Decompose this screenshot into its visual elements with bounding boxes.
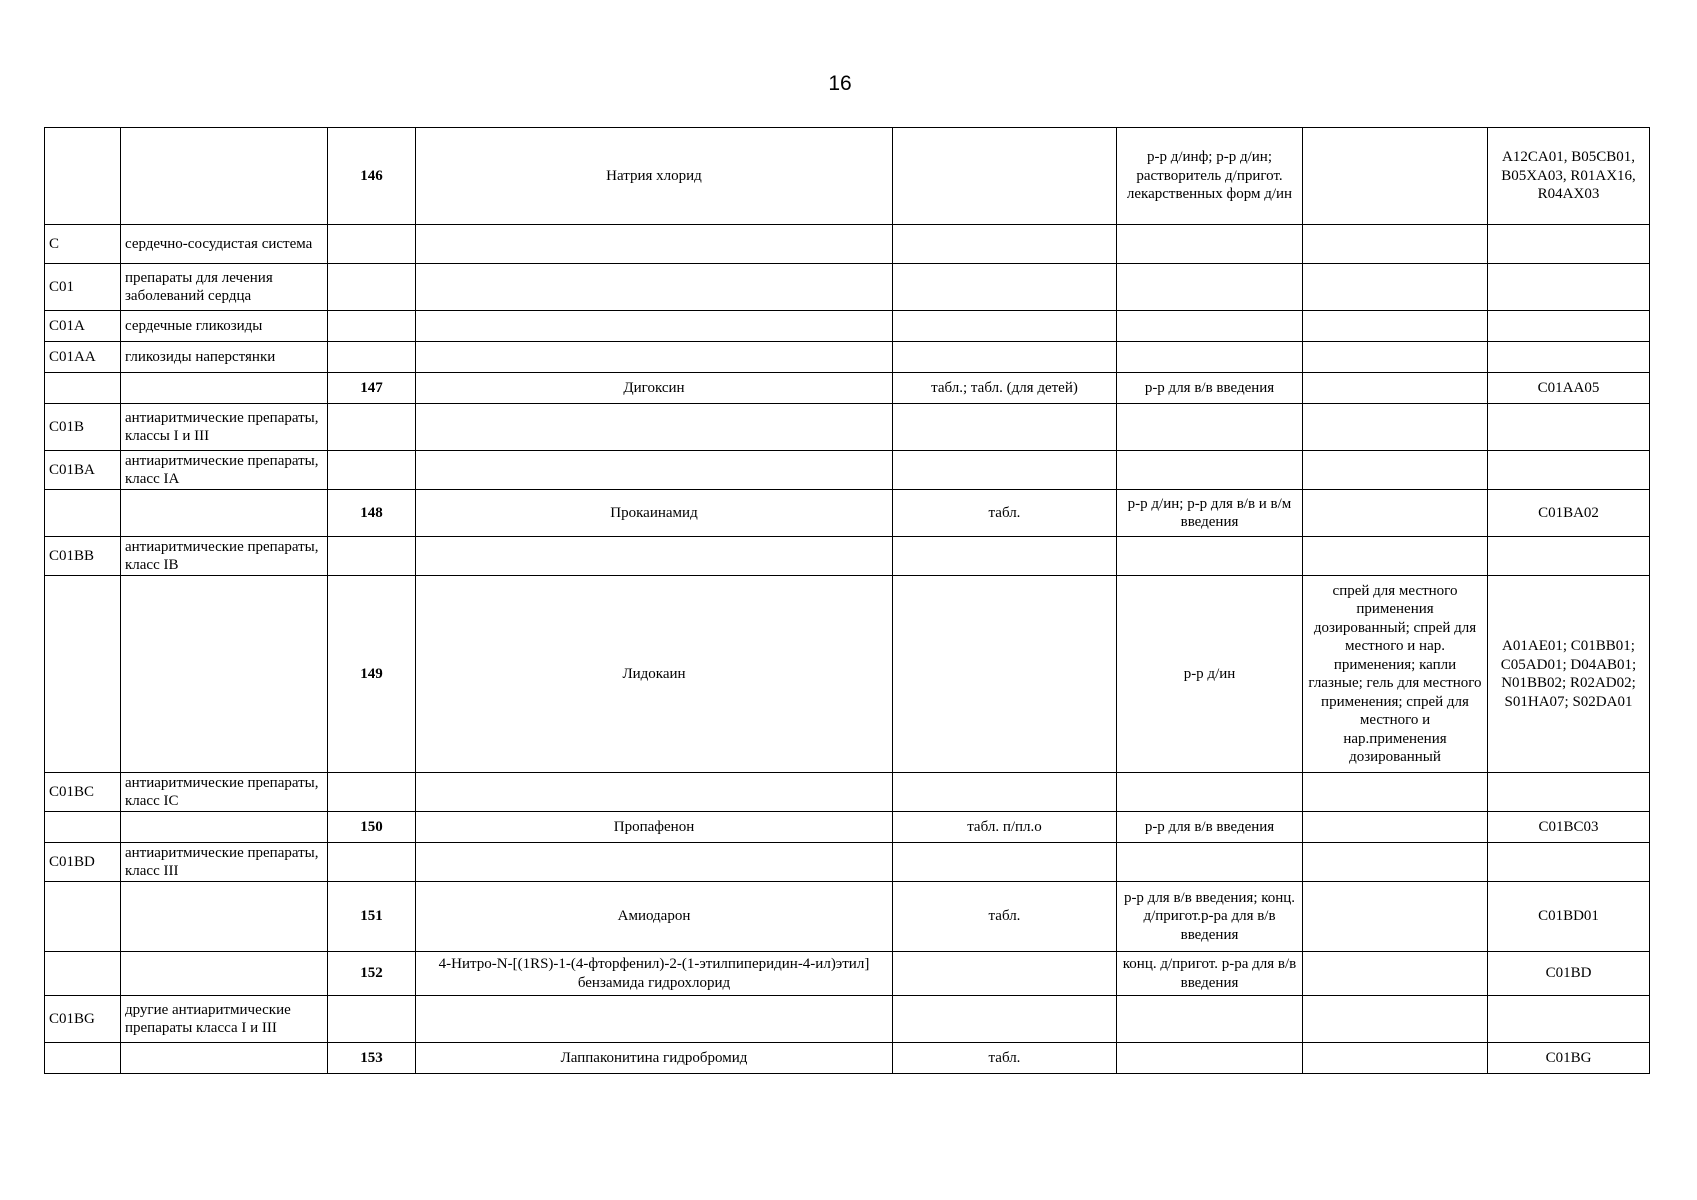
cell-item-number: [328, 537, 416, 576]
cell-atc-group-code: [45, 128, 121, 225]
cell-atc-group-code: C01: [45, 264, 121, 311]
cell-dosage-form-injection: [1117, 311, 1303, 342]
cell-drug-name: [416, 264, 893, 311]
cell-dosage-form-injection: [1117, 225, 1303, 264]
cell-dosage-form-topical: [1303, 773, 1488, 812]
table-row: [45, 311, 1650, 342]
cell-dosage-form-injection: [1117, 996, 1303, 1043]
cell-dosage-form: [893, 311, 1117, 342]
cell-atc-group-code: [45, 952, 121, 996]
cell-drug-name: 4-Нитро-N-[(1RS)-1-(4-фторфенил)-2-(1-этилпиперидин-4-ил)этил] бензамида гидрохлорид: [416, 952, 893, 996]
cell-item-number: [328, 225, 416, 264]
table-row: [45, 537, 1650, 576]
cell-drug-name: [416, 996, 893, 1043]
cell-dosage-form-injection: [1117, 451, 1303, 490]
cell-atc-code: C01BG: [1488, 1043, 1650, 1074]
drug-table: [44, 127, 1650, 1074]
cell-group-name: другие антиаритмические препараты класса I и III: [121, 996, 328, 1043]
cell-group-name: [121, 952, 328, 996]
cell-dosage-form: табл.: [893, 490, 1117, 537]
cell-group-name: антиаритмические препараты, класс IB: [121, 537, 328, 576]
cell-item-number: [328, 404, 416, 451]
cell-dosage-form: [893, 225, 1117, 264]
cell-dosage-form-topical: [1303, 537, 1488, 576]
cell-atc-code: A01AE01; C01BB01; C05AD01; D04AB01; N01BB02; R02AD02; S01HA07; S02DA01: [1488, 576, 1650, 773]
cell-atc-group-code: C01AA: [45, 342, 121, 373]
cell-atc-code: C01BD01: [1488, 882, 1650, 952]
cell-item-number: [328, 773, 416, 812]
cell-dosage-form-injection: р-р для в/в введения: [1117, 373, 1303, 404]
cell-atc-group-code: [45, 1043, 121, 1074]
cell-dosage-form: [893, 342, 1117, 373]
cell-drug-name: Натрия хлорид: [416, 128, 893, 225]
cell-group-name: гликозиды наперстянки: [121, 342, 328, 373]
cell-dosage-form-injection: [1117, 342, 1303, 373]
cell-dosage-form-injection: р-р д/ин; р-р для в/в и в/м введения: [1117, 490, 1303, 537]
cell-group-name: [121, 576, 328, 773]
cell-item-number: 147: [328, 373, 416, 404]
cell-atc-code: C01BC03: [1488, 812, 1650, 843]
cell-item-number: [328, 342, 416, 373]
table-row: [45, 373, 1650, 404]
cell-dosage-form-topical: спрей для местного применения дозированный; спрей для местного и нар. применения; капли глазные; гель для местного применения; спрей для местного и нар.применения дозированный: [1303, 576, 1488, 773]
cell-atc-code: [1488, 264, 1650, 311]
cell-group-name: [121, 812, 328, 843]
cell-group-name: сердечно-сосудистая система: [121, 225, 328, 264]
cell-item-number: [328, 451, 416, 490]
cell-dosage-form: [893, 128, 1117, 225]
cell-group-name: препараты для лечения заболеваний сердца: [121, 264, 328, 311]
cell-drug-name: Лидокаин: [416, 576, 893, 773]
cell-atc-group-code: C01A: [45, 311, 121, 342]
cell-dosage-form: табл. п/пл.о: [893, 812, 1117, 843]
table-row: [45, 225, 1650, 264]
cell-dosage-form-topical: [1303, 342, 1488, 373]
cell-dosage-form: [893, 404, 1117, 451]
table-row: [45, 843, 1650, 882]
cell-dosage-form-injection: [1117, 773, 1303, 812]
cell-item-number: 151: [328, 882, 416, 952]
cell-drug-name: Прокаинамид: [416, 490, 893, 537]
cell-dosage-form-injection: [1117, 843, 1303, 882]
table-row: [45, 490, 1650, 537]
cell-dosage-form-topical: [1303, 404, 1488, 451]
cell-atc-group-code: C01BG: [45, 996, 121, 1043]
cell-dosage-form-topical: [1303, 311, 1488, 342]
cell-atc-code: C01BA02: [1488, 490, 1650, 537]
cell-dosage-form-topical: [1303, 451, 1488, 490]
table-row: [45, 404, 1650, 451]
cell-atc-code: [1488, 342, 1650, 373]
table-body: [45, 128, 1650, 1074]
cell-atc-group-code: C: [45, 225, 121, 264]
cell-dosage-form-topical: [1303, 1043, 1488, 1074]
table-row: [45, 773, 1650, 812]
cell-atc-code: [1488, 311, 1650, 342]
cell-item-number: 152: [328, 952, 416, 996]
cell-atc-group-code: C01BD: [45, 843, 121, 882]
cell-drug-name: [416, 225, 893, 264]
cell-dosage-form-injection: р-р д/ин: [1117, 576, 1303, 773]
table-row: [45, 128, 1650, 225]
cell-dosage-form-injection: [1117, 1043, 1303, 1074]
cell-dosage-form-topical: [1303, 225, 1488, 264]
cell-group-name: антиаритмические препараты, класс IA: [121, 451, 328, 490]
cell-dosage-form-injection: [1117, 537, 1303, 576]
cell-group-name: сердечные гликозиды: [121, 311, 328, 342]
cell-item-number: 153: [328, 1043, 416, 1074]
cell-dosage-form-injection: [1117, 264, 1303, 311]
cell-dosage-form-topical: [1303, 996, 1488, 1043]
cell-group-name: антиаритмические препараты, класс III: [121, 843, 328, 882]
cell-item-number: [328, 264, 416, 311]
cell-group-name: антиаритмические препараты, класс IC: [121, 773, 328, 812]
cell-dosage-form-topical: [1303, 952, 1488, 996]
cell-group-name: [121, 373, 328, 404]
cell-item-number: 146: [328, 128, 416, 225]
cell-dosage-form-topical: [1303, 882, 1488, 952]
cell-dosage-form-injection: конц. д/пригот. р-ра для в/в введения: [1117, 952, 1303, 996]
cell-drug-name: [416, 773, 893, 812]
table-row: [45, 576, 1650, 773]
cell-dosage-form-topical: [1303, 128, 1488, 225]
cell-atc-group-code: [45, 576, 121, 773]
cell-atc-code: C01BD: [1488, 952, 1650, 996]
cell-atc-code: [1488, 843, 1650, 882]
cell-dosage-form-injection: р-р д/инф; р-р д/ин; растворитель д/пригот. лекарственных форм д/ин: [1117, 128, 1303, 225]
cell-dosage-form-topical: [1303, 264, 1488, 311]
cell-item-number: [328, 843, 416, 882]
cell-atc-code: [1488, 996, 1650, 1043]
cell-atc-code: A12CA01, B05CB01, B05XA03, R01AX16, R04AX03: [1488, 128, 1650, 225]
cell-group-name: [121, 882, 328, 952]
cell-atc-group-code: C01B: [45, 404, 121, 451]
cell-atc-group-code: [45, 882, 121, 952]
cell-drug-name: [416, 843, 893, 882]
table-row: [45, 996, 1650, 1043]
cell-atc-code: C01AA05: [1488, 373, 1650, 404]
cell-drug-name: Амиодарон: [416, 882, 893, 952]
cell-dosage-form: [893, 537, 1117, 576]
cell-atc-group-code: [45, 490, 121, 537]
cell-dosage-form-injection: [1117, 404, 1303, 451]
cell-dosage-form-topical: [1303, 812, 1488, 843]
cell-group-name: [121, 490, 328, 537]
cell-dosage-form: [893, 451, 1117, 490]
cell-dosage-form-topical: [1303, 373, 1488, 404]
cell-dosage-form: [893, 773, 1117, 812]
cell-atc-group-code: C01BA: [45, 451, 121, 490]
cell-dosage-form: [893, 843, 1117, 882]
cell-drug-name: Лаппаконитина гидробромид: [416, 1043, 893, 1074]
table-row: [45, 451, 1650, 490]
cell-dosage-form-injection: р-р для в/в введения: [1117, 812, 1303, 843]
cell-atc-code: [1488, 225, 1650, 264]
cell-group-name: [121, 128, 328, 225]
cell-dosage-form: [893, 996, 1117, 1043]
cell-dosage-form-topical: [1303, 490, 1488, 537]
cell-drug-name: [416, 342, 893, 373]
cell-dosage-form: табл.: [893, 882, 1117, 952]
cell-item-number: 150: [328, 812, 416, 843]
cell-dosage-form: [893, 576, 1117, 773]
table-row: [45, 952, 1650, 996]
cell-drug-name: Пропафенон: [416, 812, 893, 843]
table-row: [45, 812, 1650, 843]
page-number: 16: [828, 72, 852, 95]
cell-drug-name: [416, 451, 893, 490]
cell-dosage-form: табл.: [893, 1043, 1117, 1074]
cell-atc-group-code: C01BB: [45, 537, 121, 576]
cell-drug-name: [416, 537, 893, 576]
table-row: [45, 882, 1650, 952]
cell-item-number: [328, 311, 416, 342]
cell-item-number: 149: [328, 576, 416, 773]
cell-drug-name: [416, 404, 893, 451]
cell-atc-group-code: [45, 812, 121, 843]
cell-dosage-form: [893, 264, 1117, 311]
table-row: [45, 342, 1650, 373]
cell-dosage-form: [893, 952, 1117, 996]
cell-group-name: [121, 1043, 328, 1074]
cell-dosage-form: табл.; табл. (для детей): [893, 373, 1117, 404]
cell-atc-code: [1488, 773, 1650, 812]
table-row: [45, 264, 1650, 311]
cell-atc-code: [1488, 404, 1650, 451]
cell-item-number: [328, 996, 416, 1043]
table-row: [45, 1043, 1650, 1074]
cell-atc-code: [1488, 451, 1650, 490]
cell-dosage-form-injection: р-р для в/в введения; конц. д/пригот.р-ра для в/в введения: [1117, 882, 1303, 952]
cell-atc-code: [1488, 537, 1650, 576]
cell-drug-name: Дигоксин: [416, 373, 893, 404]
cell-dosage-form-topical: [1303, 843, 1488, 882]
cell-drug-name: [416, 311, 893, 342]
cell-group-name: антиаритмические препараты, классы I и III: [121, 404, 328, 451]
cell-atc-group-code: [45, 373, 121, 404]
cell-atc-group-code: C01BC: [45, 773, 121, 812]
cell-item-number: 148: [328, 490, 416, 537]
